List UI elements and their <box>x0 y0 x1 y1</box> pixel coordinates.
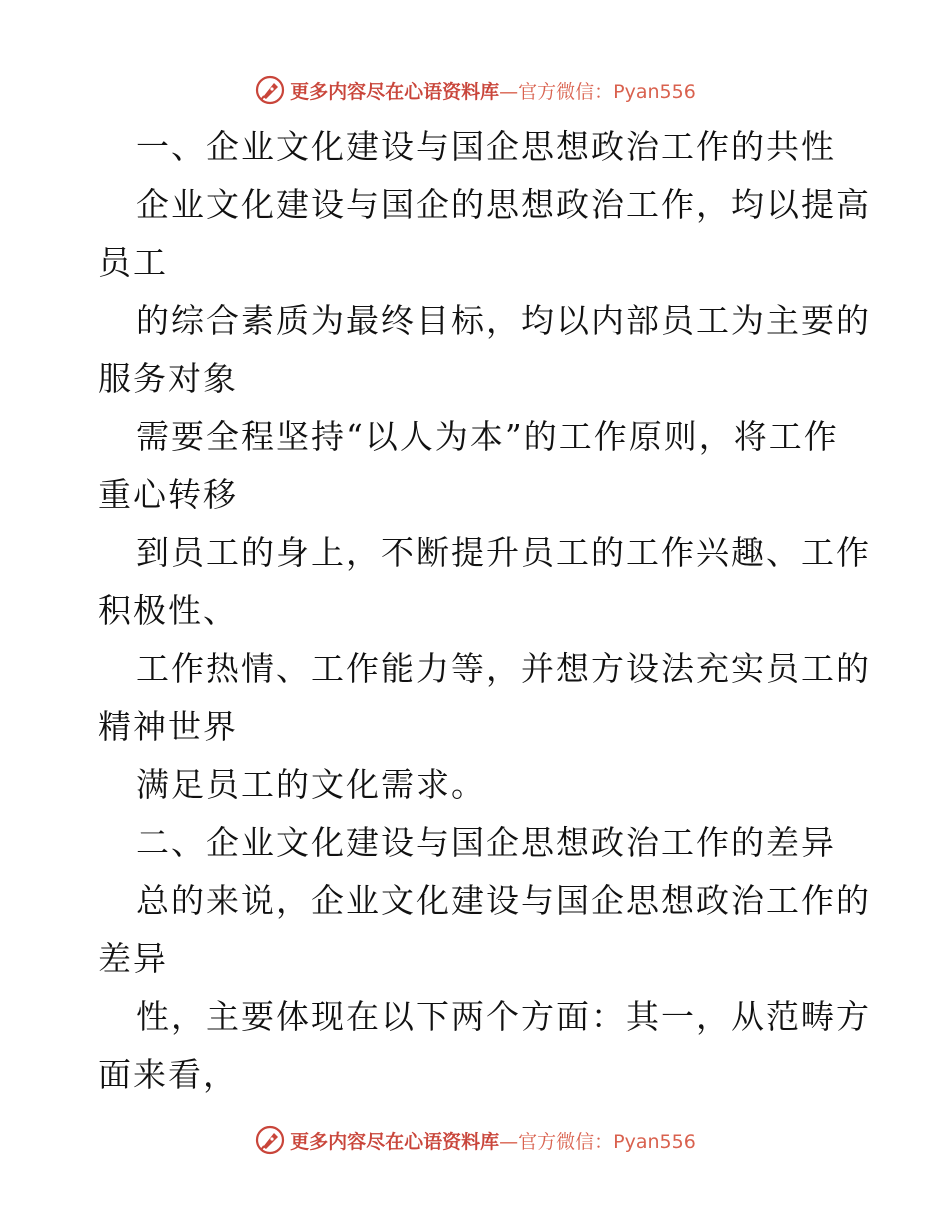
text-line: 差异 <box>98 939 168 978</box>
text-line: 需要全程坚持“以人为本”的工作原则，将工作 <box>136 417 839 456</box>
text-line: 二、企业文化建设与国企思想政治工作的差异 <box>136 823 836 862</box>
text-line: 性，主要体现在以下两个方面：其一，从范畴方 <box>136 997 871 1036</box>
text-line: 重心转移 <box>98 475 238 514</box>
document-body <box>98 118 871 1104</box>
header-banner <box>0 70 950 110</box>
text-line: 服务对象 <box>98 359 238 398</box>
text-line: 工作热情、工作能力等，并想方设法充实员工的 <box>136 649 871 688</box>
banner-title: 更多内容尽在心语资料库—官方微信：Pyan556 <box>290 1130 696 1153</box>
text-line: 积极性、 <box>98 591 238 630</box>
text-line: 的综合素质为最终目标，均以内部员工为主要的 <box>136 301 871 340</box>
text-line: 员工 <box>98 243 168 282</box>
text-line: 精神世界 <box>98 707 238 746</box>
text-line: 到员工的身上，不断提升员工的工作兴趣、工作 <box>136 533 871 572</box>
text-line: 满足员工的文化需求。 <box>136 765 486 804</box>
text-line: 面来看， <box>98 1055 238 1094</box>
text-line: 企业文化建设与国企的思想政治工作，均以提高 <box>136 185 871 224</box>
pen-nib-logo-icon <box>254 74 286 106</box>
banner-title: 更多内容尽在心语资料库—官方微信：Pyan556 <box>290 80 696 103</box>
text-line: 总的来说，企业文化建设与国企思想政治工作的 <box>136 881 871 920</box>
text-line: 一、企业文化建设与国企思想政治工作的共性 <box>136 127 836 166</box>
footer-banner <box>0 1120 950 1160</box>
pen-nib-logo-icon <box>254 1124 286 1156</box>
